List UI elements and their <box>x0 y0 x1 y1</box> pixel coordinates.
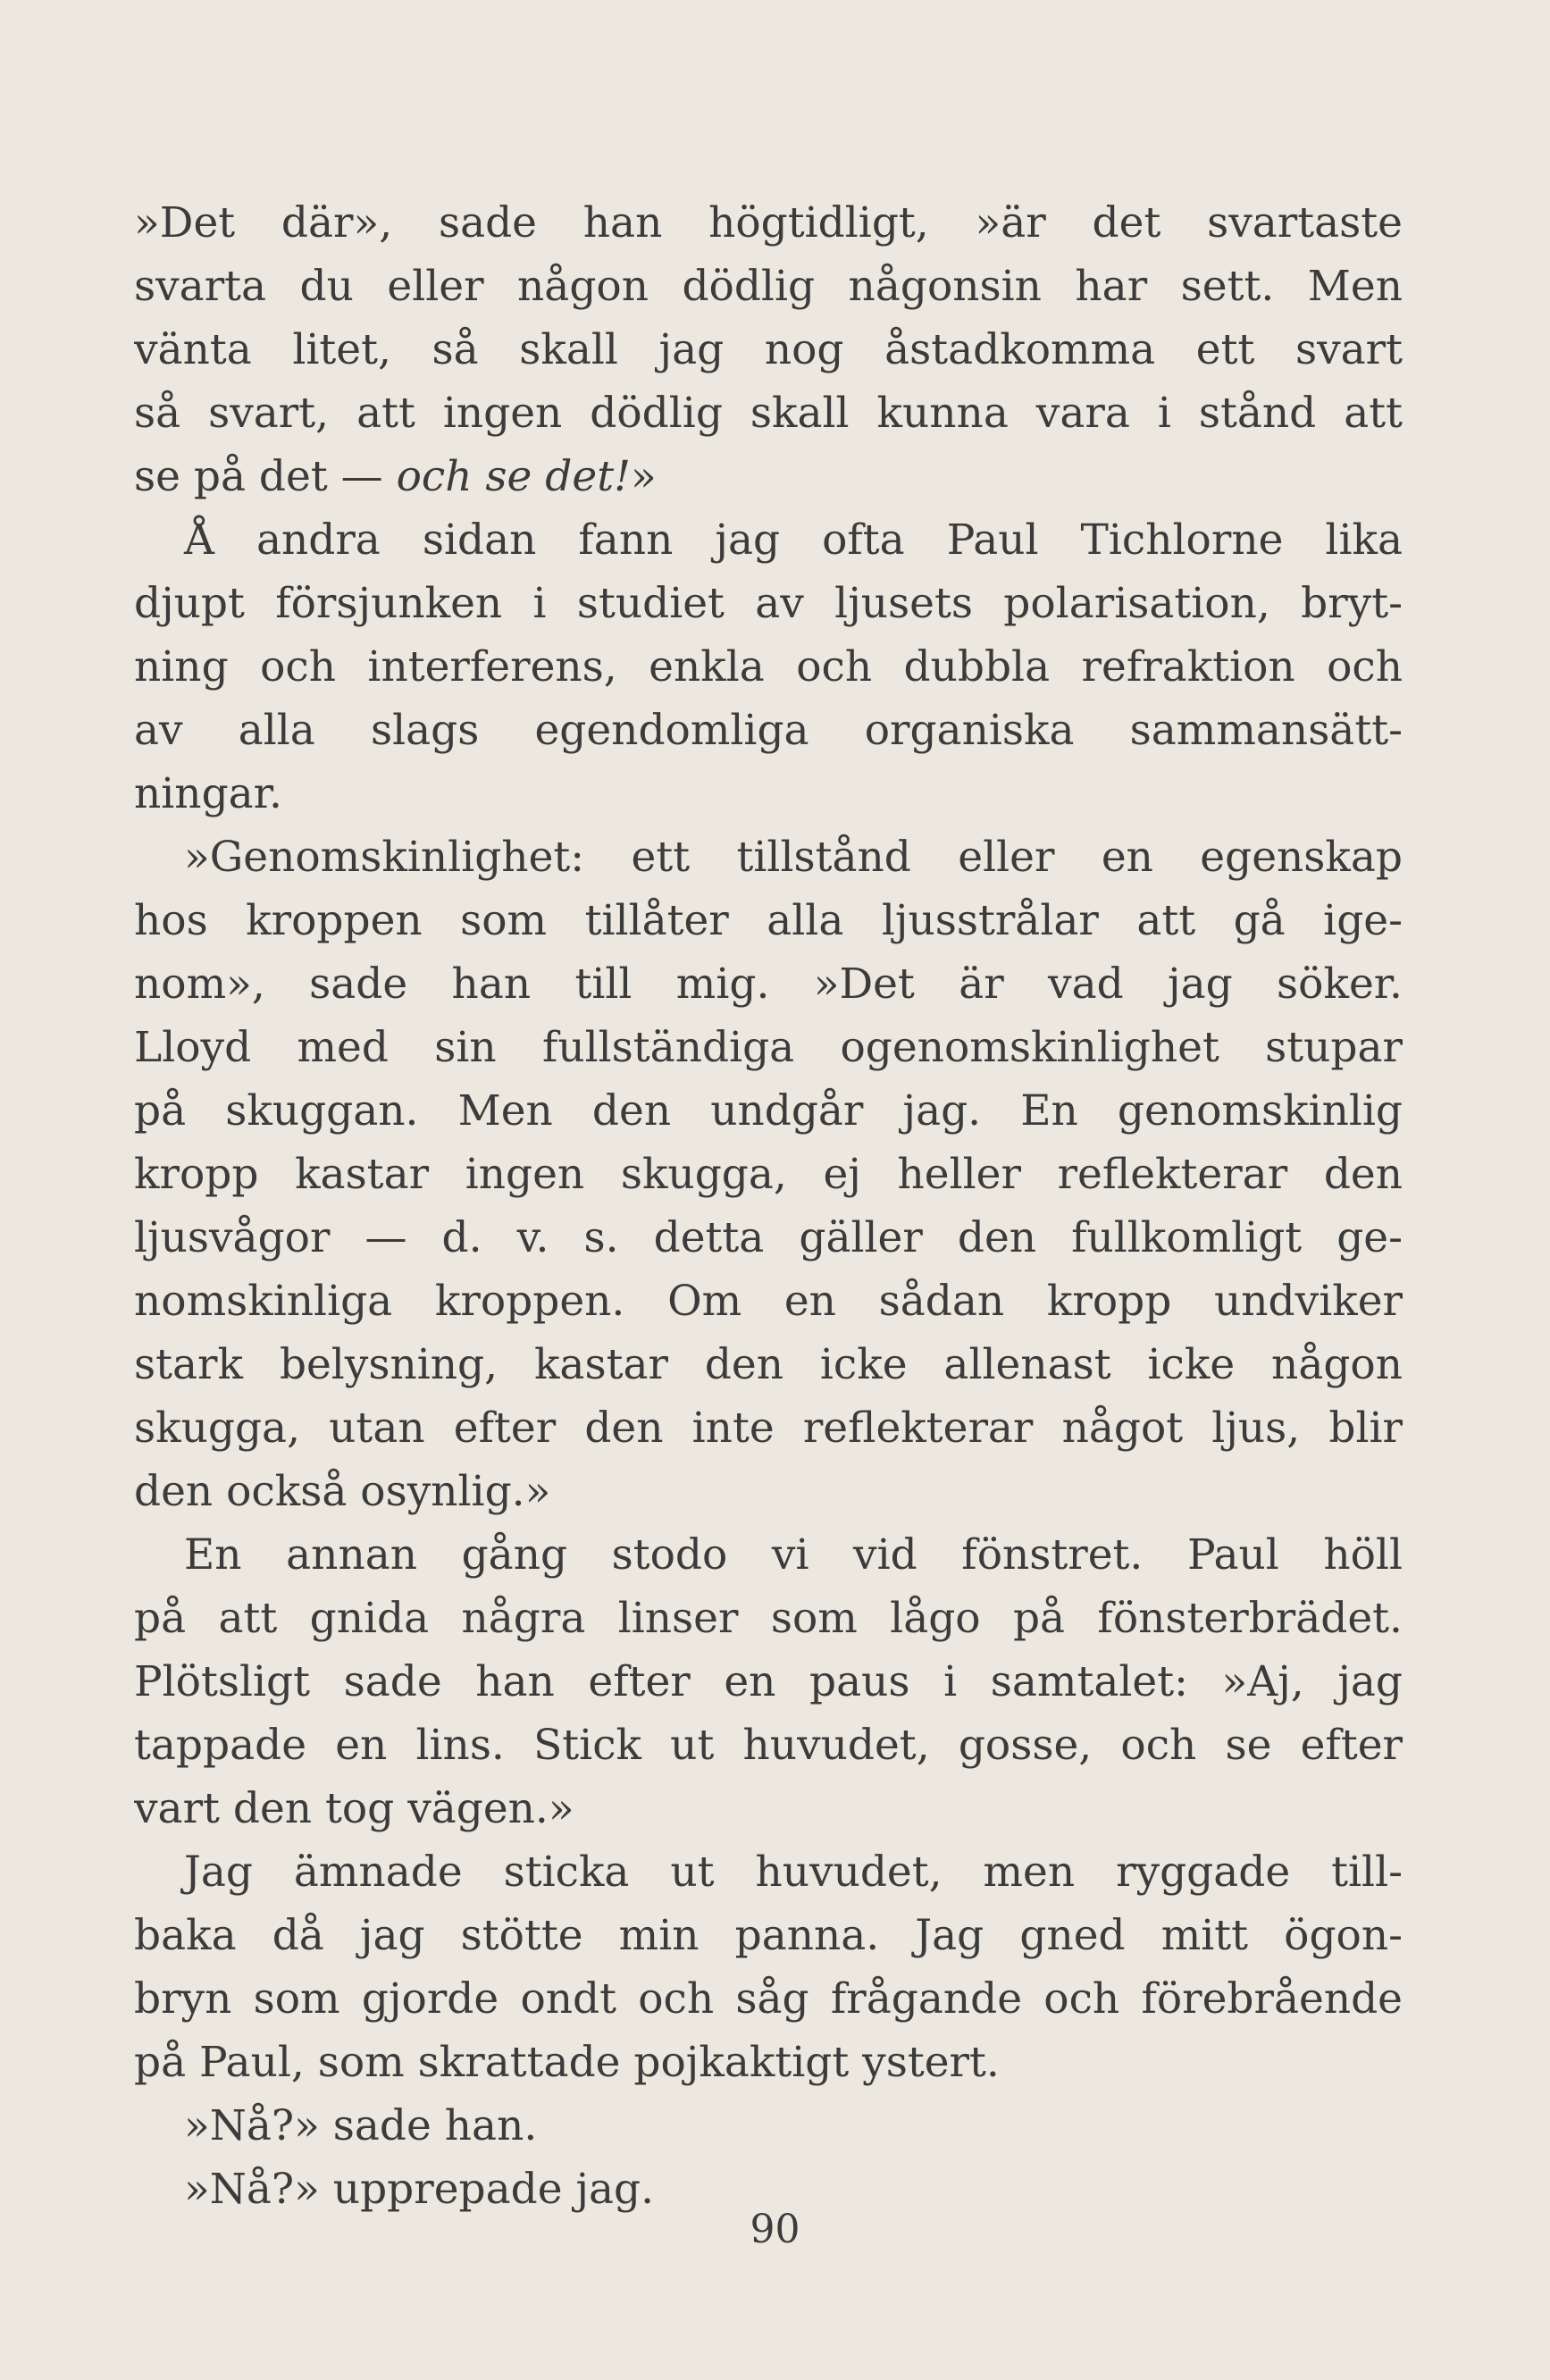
text-line: så svart, att ingen dödlig skall kunna vara i stånd att <box>134 389 1403 438</box>
paragraph-4 <box>134 1523 1403 1840</box>
text-line: djupt försjunken i studiet av ljusets polarisation, bryt- <box>134 579 1403 628</box>
italic-phrase: och se det! <box>396 452 631 501</box>
text-line <box>134 445 1403 508</box>
paragraph-2 <box>134 508 1403 825</box>
text-line: Å andra sidan fann jag ofta Paul Tichlorne lika <box>184 515 1403 565</box>
text-line: nomskinliga kroppen. Om en sådan kropp undviker <box>134 1277 1403 1326</box>
text-line: »Nå?» upprepade jag. <box>184 2165 655 2214</box>
text-line: tappade en lins. Stick ut huvudet, gosse, och se efter <box>134 1721 1403 1770</box>
text-line: »Nå?» sade han. <box>184 2101 538 2150</box>
text-line: baka då jag stötte min panna. Jag gned mitt ögon- <box>134 1911 1403 1960</box>
text-line: skugga, utan efter den inte reflekterar något ljus, blir <box>134 1404 1403 1453</box>
text-line: ljusvågor — d. v. s. detta gäller den fullkomligt ge- <box>134 1213 1403 1262</box>
text-line: Lloyd med sin fullständiga ogenomskinlighet stupar <box>134 1023 1403 1072</box>
text-line: den också osynlig.» <box>134 1467 551 1516</box>
text-line: En annan gång stodo vi vid fönstret. Paul höll <box>184 1530 1403 1580</box>
text-line: på skuggan. Men den undgår jag. En genomskinlig <box>134 1086 1403 1136</box>
text-line: på att gnida några linser som lågo på fönsterbrädet. <box>134 1594 1403 1643</box>
paragraph-1 <box>134 191 1403 508</box>
text-line: »Det där», sade han högtidligt, »är det svartaste <box>134 198 1403 247</box>
text-line: bryn som gjorde ondt och såg frågande och förebrående <box>134 1974 1403 2024</box>
closing-quote: » <box>630 452 657 501</box>
text-line: ningar. <box>134 769 282 818</box>
paragraph-5 <box>134 1840 1403 2094</box>
text-line: vart den tog vägen.» <box>134 1784 574 1833</box>
page-number: 90 <box>750 2207 800 2252</box>
text-line: Jag ämnade sticka ut huvudet, men ryggade till- <box>184 1848 1403 1897</box>
text-line: ning och interferens, enkla och dubbla refraktion och <box>134 642 1403 691</box>
paragraph-6 <box>134 2094 1403 2158</box>
text-line: Plötsligt sade han efter en paus i samtalet: »Aj, jag <box>134 1657 1403 1706</box>
paragraph-3 <box>134 825 1403 1523</box>
text-line: nom», sade han till mig. »Det är vad jag söker. <box>134 960 1403 1009</box>
text-line: av alla slags egendomliga organiska sammansätt- <box>134 706 1403 755</box>
text-line: svarta du eller någon dödlig någonsin har sett. Men <box>134 262 1403 311</box>
text-line: stark belysning, kastar den icke allenast icke någon <box>134 1340 1403 1389</box>
text-line: hos kroppen som tillåter alla ljusstrålar att gå ige- <box>134 896 1403 945</box>
body-text <box>134 191 1403 2221</box>
text-line: på Paul, som skrattade pojkaktigt ystert. <box>134 2038 1000 2087</box>
text-line: vänta litet, så skall jag nog åstadkomma ett svart <box>134 325 1403 374</box>
text-run: se på det — <box>134 452 397 501</box>
text-line: kropp kastar ingen skugga, ej heller reflekterar den <box>134 1150 1403 1199</box>
text-line: »Genomskinlighet: ett tillstånd eller en egenskap <box>184 833 1403 882</box>
